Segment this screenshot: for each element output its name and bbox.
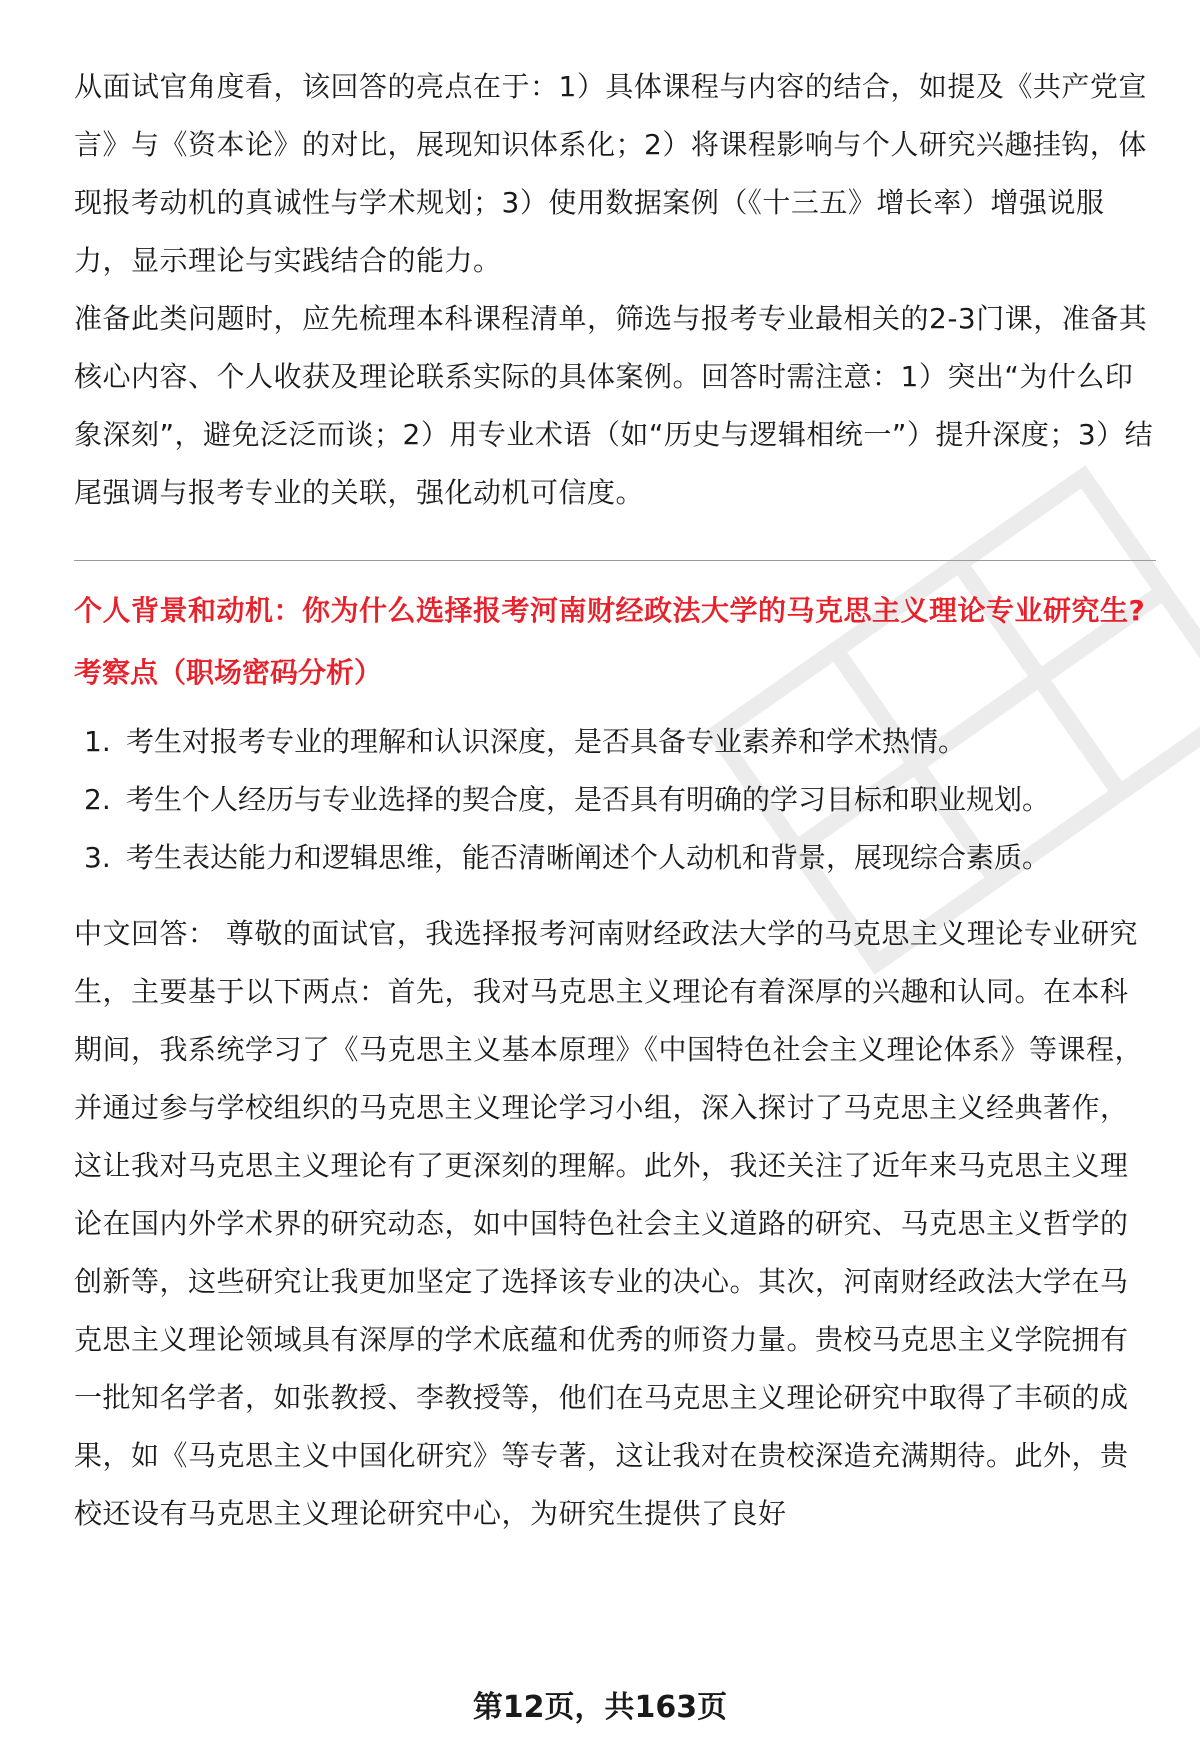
page-number-footer: 第12页，共163页 (472, 1690, 728, 1725)
intro-paragraph-2: 准备此类问题时，应先梳理本科课程清单，筛选与报考专业最相关的2-3门课，准备其核心内容、个人收获及理论联系实际的具体案例。回答时需注意：1）突出“为什么印象深刻”，避免泛泛而谈；2）用专业术语（如“历史与逻辑相统一”）提升深度；3）结尾强调与报考专业的关联，强化动机可信度。 (74, 302, 1154, 509)
evaluation-points-list (74, 713, 1156, 887)
list-item (74, 829, 1156, 887)
analysis-subheading: 考察点（职场密码分析） (74, 656, 383, 689)
list-item-number: 2. (84, 783, 111, 816)
list-item-number: 1. (84, 725, 111, 758)
section-divider (74, 560, 1156, 561)
list-item-number: 3. (84, 841, 111, 874)
list-item (74, 771, 1156, 829)
list-item (74, 713, 1156, 771)
list-item-text: 考生表达能力和逻辑思维，能否清晰阐述个人动机和背景，展现综合素质。 (126, 841, 1051, 874)
answer-paragraph: 中文回答： 尊敬的面试官，我选择报考河南财经政法大学的马克思主义理论专业研究生，主要基于以下两点：首先，我对马克思主义理论有着深厚的兴趣和认同。在本科期间，我系统学习了《马克思主义基本原理》《中国特色社会主义理论体系》等课程，并通过参与学校组织的马克思主义理论学习小组，深入探讨了马克思主义经典著作，这让我对马克思主义理论有了更深刻的理解。此外，我还关注了近年来马克思主义理论在国内外学术界的研究动态，如中国特色社会主义道路的研究、马克思主义哲学的创新等，这些研究让我更加坚定了选择该专业的决心。其次，河南财经政法大学在马克思主义理论领域具有深厚的学术底蕴和优秀的师资力量。贵校马克思主义学院拥有一批知名学者，如张教授、李教授等，他们在马克思主义理论研究中取得了丰硕的成果，如《马克思主义中国化研究》等专著，这让我对在贵校深造充满期待。此外，贵校还设有马克思主义理论研究中心，为研究生提供了良好 (74, 917, 1144, 1530)
intro-paragraph-1: 从面试官角度看，该回答的亮点在于：1）具体课程与内容的结合，如提及《共产党宣言》与《资本论》的对比，展现知识体系化；2）将课程影响与个人研究兴趣挂钩，体现报考动机的真诚性与学术规划；3）使用数据案例（《十三五》增长率）增强说服力，显示理论与实践结合的能力。 (74, 70, 1147, 277)
document-page (74, 58, 1156, 1543)
list-item-text: 考生个人经历与专业选择的契合度，是否具有明确的学习目标和职业规划。 (126, 783, 1051, 816)
question-heading: 个人背景和动机：你为什么选择报考河南财经政法大学的马克思主义理论专业研究生? (74, 594, 1146, 627)
list-item-text: 考生对报考专业的理解和认识深度，是否具备专业素养和学术热情。 (126, 725, 967, 758)
